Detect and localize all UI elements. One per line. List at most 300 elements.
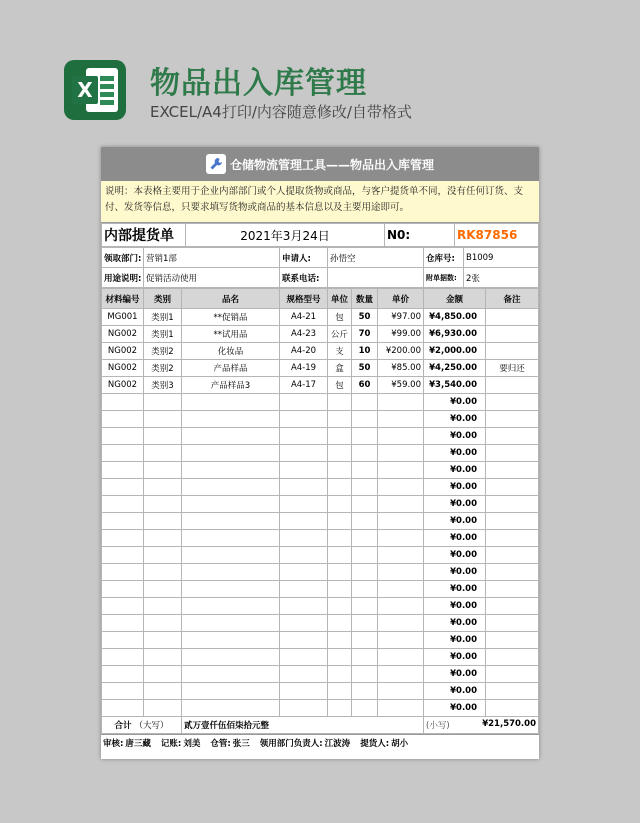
empty-cell[interactable] <box>486 649 539 666</box>
cell-amount[interactable]: ¥0.00 <box>424 530 486 547</box>
empty-cell[interactable] <box>378 479 424 496</box>
total-small-label: (小写) <box>426 721 450 731</box>
cell-amount[interactable]: ¥0.00 <box>424 428 486 445</box>
table-row[interactable] <box>102 564 539 581</box>
table-row[interactable] <box>102 649 539 666</box>
empty-cell[interactable] <box>378 598 424 615</box>
empty-cell[interactable] <box>182 666 280 683</box>
spreadsheet-preview <box>101 147 539 759</box>
cell-amount[interactable]: ¥0.00 <box>424 564 486 581</box>
empty-cell[interactable] <box>102 666 144 683</box>
column-header: 数量 <box>352 289 378 309</box>
empty-cell[interactable] <box>352 700 378 717</box>
signature-label: 记账: <box>160 739 182 749</box>
empty-cell[interactable] <box>486 496 539 513</box>
wrench-icon <box>206 154 226 174</box>
signature-item <box>360 737 408 749</box>
empty-cell[interactable] <box>486 428 539 445</box>
phone-value[interactable] <box>328 268 424 288</box>
empty-cell[interactable] <box>102 683 144 700</box>
cell-price[interactable]: ¥97.00 <box>378 309 424 326</box>
table-row[interactable] <box>102 530 539 547</box>
warehouse-value[interactable]: B1009 <box>464 248 539 268</box>
cell-unit[interactable]: 公斤 <box>328 326 352 343</box>
empty-cell[interactable] <box>280 530 328 547</box>
table-row[interactable] <box>102 683 539 700</box>
cell-code[interactable]: NG002 <box>102 326 144 343</box>
empty-cell[interactable] <box>486 445 539 462</box>
empty-cell[interactable] <box>328 632 352 649</box>
total-words: 贰万壹仟伍佰柒拾元整 <box>182 717 424 734</box>
empty-cell[interactable] <box>328 615 352 632</box>
empty-cell[interactable] <box>280 700 328 717</box>
empty-cell[interactable] <box>182 394 280 411</box>
cell-unit[interactable]: 包 <box>328 309 352 326</box>
empty-cell[interactable] <box>102 649 144 666</box>
empty-cell[interactable] <box>352 411 378 428</box>
empty-cell[interactable] <box>102 411 144 428</box>
empty-cell[interactable] <box>102 615 144 632</box>
empty-rows <box>102 394 539 717</box>
purpose-value[interactable]: 促销活动使用 <box>144 268 280 288</box>
slip-header <box>101 223 539 247</box>
column-header: 单位 <box>328 289 352 309</box>
empty-cell[interactable] <box>378 547 424 564</box>
purpose-label: 用途说明: <box>102 268 144 288</box>
empty-cell[interactable] <box>486 700 539 717</box>
cell-spec[interactable]: A4-21 <box>280 309 328 326</box>
cell-price[interactable]: ¥99.00 <box>378 326 424 343</box>
empty-cell[interactable] <box>352 598 378 615</box>
signature-footer <box>101 734 539 751</box>
empty-cell[interactable] <box>182 479 280 496</box>
empty-cell[interactable] <box>328 666 352 683</box>
cell-name[interactable]: 产品样品 <box>182 360 280 377</box>
items-table <box>101 288 539 734</box>
empty-cell[interactable] <box>144 700 182 717</box>
empty-cell[interactable] <box>328 496 352 513</box>
empty-cell[interactable] <box>486 666 539 683</box>
empty-cell[interactable] <box>328 700 352 717</box>
empty-cell[interactable] <box>280 547 328 564</box>
table-row[interactable] <box>102 411 539 428</box>
page-subtitle: EXCEL/A4打印/内容随意修改/自带格式 <box>150 103 412 121</box>
empty-cell[interactable] <box>280 411 328 428</box>
empty-cell[interactable] <box>280 479 328 496</box>
empty-cell[interactable] <box>352 479 378 496</box>
cell-code[interactable]: MG001 <box>102 309 144 326</box>
total-row <box>102 717 539 734</box>
empty-cell[interactable] <box>328 394 352 411</box>
table-row[interactable] <box>102 615 539 632</box>
empty-cell[interactable] <box>378 462 424 479</box>
table-row[interactable] <box>102 479 539 496</box>
cell-name[interactable]: **促销品 <box>182 309 280 326</box>
phone-label: 联系电话: <box>280 268 328 288</box>
sheet-header-title: 仓储物流管理工具——物品出入库管理 <box>229 157 434 172</box>
table-row[interactable] <box>102 343 539 360</box>
empty-cell[interactable] <box>486 411 539 428</box>
empty-cell[interactable] <box>352 649 378 666</box>
empty-cell[interactable] <box>352 513 378 530</box>
empty-cell[interactable] <box>280 564 328 581</box>
table-row[interactable] <box>102 462 539 479</box>
empty-cell[interactable] <box>280 496 328 513</box>
empty-cell[interactable] <box>280 445 328 462</box>
table-row[interactable] <box>102 394 539 411</box>
cell-code[interactable]: NG002 <box>102 377 144 394</box>
attach-value[interactable]: 2张 <box>464 268 539 288</box>
empty-cell[interactable] <box>352 445 378 462</box>
empty-cell[interactable] <box>352 428 378 445</box>
empty-cell[interactable] <box>280 683 328 700</box>
table-row[interactable] <box>102 309 539 326</box>
empty-cell[interactable] <box>102 445 144 462</box>
cell-spec[interactable]: A4-19 <box>280 360 328 377</box>
empty-cell[interactable] <box>486 513 539 530</box>
cell-name[interactable]: **试用品 <box>182 326 280 343</box>
cell-qty[interactable]: 50 <box>352 360 378 377</box>
empty-cell[interactable] <box>182 411 280 428</box>
table-row[interactable] <box>102 666 539 683</box>
table-row[interactable] <box>102 700 539 717</box>
empty-cell[interactable] <box>352 394 378 411</box>
empty-cell[interactable] <box>352 632 378 649</box>
slip-no-value[interactable]: RK87856 <box>455 224 539 247</box>
total-value: ¥21,570.00 <box>482 719 536 729</box>
cell-remark[interactable] <box>486 343 539 360</box>
empty-cell[interactable] <box>182 547 280 564</box>
empty-cell[interactable] <box>352 462 378 479</box>
empty-cell[interactable] <box>280 632 328 649</box>
empty-cell[interactable] <box>378 445 424 462</box>
empty-cell[interactable] <box>486 462 539 479</box>
table-row[interactable] <box>102 326 539 343</box>
instruction-note: 说明：本表格主要用于企业内部部门或个人提取货物或商品，与客户提货单不同，没有任何订货、支付、发货等信息，只要求填写货物或商品的基本信息以及主要用途即可。 <box>101 181 539 223</box>
cell-spec[interactable]: A4-20 <box>280 343 328 360</box>
empty-cell[interactable] <box>280 428 328 445</box>
empty-cell[interactable] <box>144 530 182 547</box>
empty-cell[interactable] <box>102 479 144 496</box>
empty-cell[interactable] <box>102 530 144 547</box>
cell-qty[interactable]: 70 <box>352 326 378 343</box>
total-label: 合计 <box>114 721 132 731</box>
empty-cell[interactable] <box>182 632 280 649</box>
empty-cell[interactable] <box>486 547 539 564</box>
empty-cell[interactable] <box>182 649 280 666</box>
signature-label: 仓管: <box>210 739 231 749</box>
empty-cell[interactable] <box>182 462 280 479</box>
cell-amount[interactable]: ¥0.00 <box>424 445 486 462</box>
empty-cell[interactable] <box>144 666 182 683</box>
cell-amount[interactable]: ¥0.00 <box>424 598 486 615</box>
empty-cell[interactable] <box>102 496 144 513</box>
cell-remark[interactable]: 要归还 <box>486 360 539 377</box>
cell-amount[interactable]: ¥0.00 <box>424 615 486 632</box>
empty-cell[interactable] <box>352 547 378 564</box>
empty-cell[interactable] <box>352 564 378 581</box>
empty-cell[interactable] <box>328 428 352 445</box>
empty-cell[interactable] <box>102 700 144 717</box>
empty-cell[interactable] <box>144 564 182 581</box>
cell-amount[interactable]: ¥0.00 <box>424 547 486 564</box>
empty-cell[interactable] <box>352 530 378 547</box>
empty-cell[interactable] <box>328 513 352 530</box>
applicant-value[interactable]: 孙悟空 <box>328 248 424 268</box>
empty-cell[interactable] <box>328 683 352 700</box>
empty-cell[interactable] <box>144 445 182 462</box>
cell-code[interactable]: NG002 <box>102 360 144 377</box>
cell-price[interactable]: ¥200.00 <box>378 343 424 360</box>
warehouse-label: 仓库号: <box>424 248 464 268</box>
cell-amount[interactable]: ¥4,250.00 <box>424 360 486 377</box>
empty-cell[interactable] <box>378 394 424 411</box>
column-header-row <box>102 289 539 309</box>
slip-no-label: N0: <box>385 224 455 247</box>
empty-cell[interactable] <box>486 615 539 632</box>
cell-amount[interactable]: ¥0.00 <box>424 700 486 717</box>
empty-cell[interactable] <box>352 666 378 683</box>
cell-cat[interactable]: 类别2 <box>144 360 182 377</box>
empty-cell[interactable] <box>328 649 352 666</box>
empty-cell[interactable] <box>328 479 352 496</box>
empty-cell[interactable] <box>328 530 352 547</box>
cell-amount[interactable]: ¥0.00 <box>424 462 486 479</box>
signature-value[interactable]: 胡小 <box>391 739 409 749</box>
empty-cell[interactable] <box>182 530 280 547</box>
empty-cell[interactable] <box>328 411 352 428</box>
applicant-label: 申请人: <box>280 248 328 268</box>
empty-cell[interactable] <box>486 683 539 700</box>
empty-cell[interactable] <box>102 632 144 649</box>
empty-cell[interactable] <box>144 581 182 598</box>
signature-item <box>210 737 249 749</box>
empty-cell[interactable] <box>280 666 328 683</box>
attach-label: 附单据数: <box>424 268 464 288</box>
column-header: 金额 <box>424 289 486 309</box>
empty-cell[interactable] <box>352 496 378 513</box>
slip-date[interactable]: 2021年3月24日 <box>186 224 385 247</box>
empty-cell[interactable] <box>378 632 424 649</box>
cell-remark[interactable] <box>486 309 539 326</box>
empty-cell[interactable] <box>144 632 182 649</box>
cell-amount[interactable]: ¥2,000.00 <box>424 343 486 360</box>
empty-cell[interactable] <box>378 564 424 581</box>
cell-qty[interactable]: 60 <box>352 377 378 394</box>
cell-spec[interactable]: A4-23 <box>280 326 328 343</box>
cell-price[interactable]: ¥59.00 <box>378 377 424 394</box>
empty-cell[interactable] <box>182 598 280 615</box>
empty-cell[interactable] <box>280 462 328 479</box>
empty-cell[interactable] <box>182 615 280 632</box>
item-rows <box>102 309 539 394</box>
cell-remark[interactable] <box>486 326 539 343</box>
empty-cell[interactable] <box>280 581 328 598</box>
excel-logo <box>64 60 126 120</box>
column-header: 类别 <box>144 289 182 309</box>
empty-cell[interactable] <box>378 428 424 445</box>
table-row[interactable] <box>102 598 539 615</box>
table-row[interactable] <box>102 496 539 513</box>
cell-remark[interactable] <box>486 377 539 394</box>
total-label-paren: （大写） <box>134 721 169 731</box>
cell-amount[interactable]: ¥0.00 <box>424 496 486 513</box>
column-header: 单价 <box>378 289 424 309</box>
empty-cell[interactable] <box>182 564 280 581</box>
column-header: 材料编号 <box>102 289 144 309</box>
cell-unit[interactable]: 支 <box>328 343 352 360</box>
empty-cell[interactable] <box>144 479 182 496</box>
cell-name[interactable]: 产品样品3 <box>182 377 280 394</box>
empty-cell[interactable] <box>280 598 328 615</box>
empty-cell[interactable] <box>102 394 144 411</box>
empty-cell[interactable] <box>378 581 424 598</box>
empty-cell[interactable] <box>102 547 144 564</box>
cell-amount[interactable]: ¥0.00 <box>424 394 486 411</box>
empty-cell[interactable] <box>280 394 328 411</box>
empty-cell[interactable] <box>144 547 182 564</box>
empty-cell[interactable] <box>378 411 424 428</box>
table-row[interactable] <box>102 632 539 649</box>
empty-cell[interactable] <box>280 649 328 666</box>
cell-code[interactable]: NG002 <box>102 343 144 360</box>
empty-cell[interactable] <box>182 581 280 598</box>
dept-value[interactable]: 营销1部 <box>144 248 280 268</box>
empty-cell[interactable] <box>182 513 280 530</box>
empty-cell[interactable] <box>328 547 352 564</box>
signature-item <box>161 737 200 749</box>
column-header: 品名 <box>182 289 280 309</box>
signature-value[interactable]: 刘美 <box>183 739 201 749</box>
table-row[interactable] <box>102 360 539 377</box>
empty-cell[interactable] <box>352 683 378 700</box>
empty-cell[interactable] <box>486 581 539 598</box>
table-row[interactable] <box>102 513 539 530</box>
empty-cell[interactable] <box>486 530 539 547</box>
empty-cell[interactable] <box>144 649 182 666</box>
empty-cell[interactable] <box>182 700 280 717</box>
empty-cell[interactable] <box>182 428 280 445</box>
cell-qty[interactable]: 10 <box>352 343 378 360</box>
empty-cell[interactable] <box>352 581 378 598</box>
empty-cell[interactable] <box>378 649 424 666</box>
cell-amount[interactable]: ¥0.00 <box>424 666 486 683</box>
table-row[interactable] <box>102 445 539 462</box>
empty-cell[interactable] <box>144 513 182 530</box>
cell-cat[interactable]: 类别2 <box>144 343 182 360</box>
slip-title: 内部提货单 <box>102 224 186 247</box>
cell-amount[interactable]: ¥0.00 <box>424 683 486 700</box>
empty-cell[interactable] <box>182 683 280 700</box>
cell-spec[interactable]: A4-17 <box>280 377 328 394</box>
signature-item <box>260 737 350 749</box>
excel-icon: X <box>72 76 98 104</box>
empty-cell[interactable] <box>144 683 182 700</box>
empty-cell[interactable] <box>352 615 378 632</box>
cell-amount[interactable]: ¥0.00 <box>424 513 486 530</box>
empty-cell[interactable] <box>102 564 144 581</box>
empty-cell[interactable] <box>144 615 182 632</box>
cell-qty[interactable]: 50 <box>352 309 378 326</box>
empty-cell[interactable] <box>102 428 144 445</box>
empty-cell[interactable] <box>328 445 352 462</box>
empty-cell[interactable] <box>378 666 424 683</box>
empty-cell[interactable] <box>144 462 182 479</box>
cell-unit[interactable]: 包 <box>328 377 352 394</box>
cell-amount[interactable]: ¥6,930.00 <box>424 326 486 343</box>
empty-cell[interactable] <box>102 598 144 615</box>
table-row[interactable] <box>102 581 539 598</box>
empty-cell[interactable] <box>328 581 352 598</box>
dept-label: 领取部门: <box>102 248 144 268</box>
cell-cat[interactable]: 类别3 <box>144 377 182 394</box>
empty-cell[interactable] <box>378 530 424 547</box>
cell-amount[interactable]: ¥0.00 <box>424 649 486 666</box>
column-header: 规格型号 <box>280 289 328 309</box>
signature-value[interactable]: 唐三藏 <box>125 739 151 749</box>
empty-cell[interactable] <box>182 496 280 513</box>
cell-amount[interactable]: ¥4,850.00 <box>424 309 486 326</box>
empty-cell[interactable] <box>102 581 144 598</box>
empty-cell[interactable] <box>280 513 328 530</box>
empty-cell[interactable] <box>378 700 424 717</box>
table-row[interactable] <box>102 547 539 564</box>
empty-cell[interactable] <box>378 513 424 530</box>
cell-unit[interactable]: 盒 <box>328 360 352 377</box>
empty-cell[interactable] <box>486 632 539 649</box>
empty-cell[interactable] <box>144 394 182 411</box>
empty-cell[interactable] <box>182 445 280 462</box>
empty-cell[interactable] <box>378 615 424 632</box>
signature-item <box>103 737 151 749</box>
signature-value[interactable]: 江波涛 <box>324 739 351 749</box>
table-row[interactable] <box>102 377 539 394</box>
sheet-header <box>101 147 539 181</box>
empty-cell[interactable] <box>144 598 182 615</box>
cell-price[interactable]: ¥85.00 <box>378 360 424 377</box>
signature-label: 提货人: <box>360 739 390 749</box>
empty-cell[interactable] <box>486 564 539 581</box>
page-title: 物品出入库管理 <box>150 66 367 101</box>
signature-value[interactable]: 张三 <box>232 739 250 749</box>
cell-amount[interactable]: ¥0.00 <box>424 411 486 428</box>
slip-info <box>101 247 539 288</box>
cell-amount[interactable]: ¥0.00 <box>424 632 486 649</box>
empty-cell[interactable] <box>378 683 424 700</box>
table-row[interactable] <box>102 428 539 445</box>
cell-amount[interactable]: ¥0.00 <box>424 581 486 598</box>
empty-cell[interactable] <box>280 615 328 632</box>
empty-cell[interactable] <box>144 496 182 513</box>
cell-cat[interactable]: 类别1 <box>144 309 182 326</box>
signature-label: 领用部门负责人: <box>259 739 323 749</box>
empty-cell[interactable] <box>102 513 144 530</box>
empty-cell[interactable] <box>378 496 424 513</box>
empty-cell[interactable] <box>144 411 182 428</box>
empty-cell[interactable] <box>328 462 352 479</box>
cell-amount[interactable]: ¥3,540.00 <box>424 377 486 394</box>
empty-cell[interactable] <box>486 479 539 496</box>
empty-cell[interactable] <box>328 598 352 615</box>
empty-cell[interactable] <box>486 394 539 411</box>
cell-cat[interactable]: 类别1 <box>144 326 182 343</box>
cell-name[interactable]: 化妆品 <box>182 343 280 360</box>
empty-cell[interactable] <box>328 564 352 581</box>
empty-cell[interactable] <box>486 598 539 615</box>
empty-cell[interactable] <box>102 462 144 479</box>
cell-amount[interactable]: ¥0.00 <box>424 479 486 496</box>
empty-cell[interactable] <box>144 428 182 445</box>
